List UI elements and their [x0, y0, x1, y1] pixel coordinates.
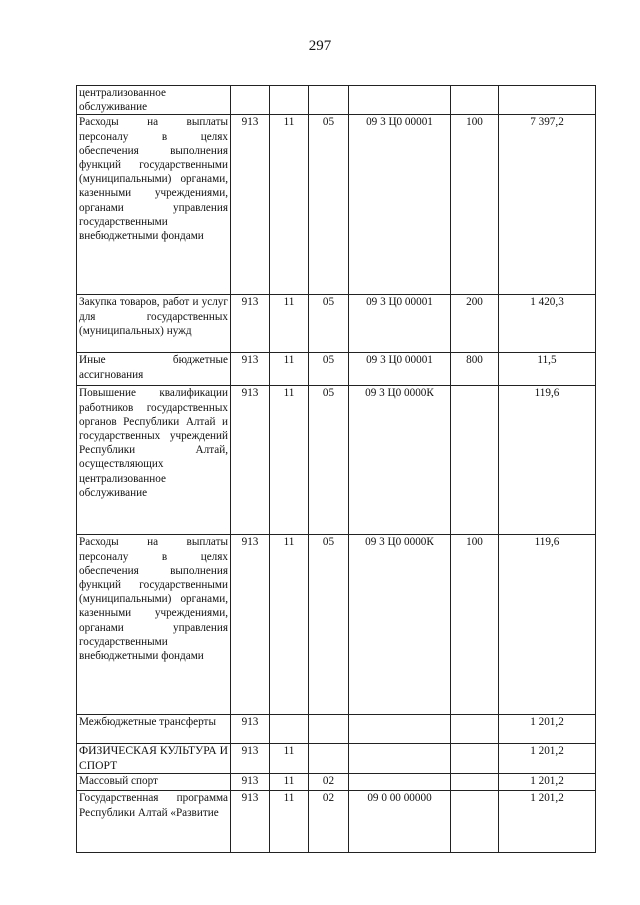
row-ved-code: 913 — [231, 715, 270, 744]
row-subsection-code: 05 — [309, 353, 349, 386]
row-ved-code — [231, 86, 270, 115]
row-subsection-code: 02 — [309, 774, 349, 791]
table-row — [77, 86, 596, 115]
row-subsection-code: 05 — [309, 535, 349, 715]
row-ved-code: 913 — [231, 115, 270, 295]
row-amount: 119,6 — [499, 535, 596, 715]
row-target-article: 09 3 Ц0 00001 — [349, 115, 451, 295]
table-row — [77, 115, 596, 295]
row-subsection-code — [309, 715, 349, 744]
row-target-article: 09 3 Ц0 00001 — [349, 353, 451, 386]
row-amount: 1 201,2 — [499, 774, 596, 791]
table-row — [77, 295, 596, 353]
row-ved-code: 913 — [231, 774, 270, 791]
row-target-article: 09 3 Ц0 0000К — [349, 386, 451, 535]
row-section-code: 11 — [270, 774, 309, 791]
table-row — [77, 791, 596, 853]
row-expense-type: 100 — [451, 535, 499, 715]
row-ved-code: 913 — [231, 535, 270, 715]
budget-table — [76, 85, 596, 853]
row-amount: 119,6 — [499, 386, 596, 535]
row-ved-code: 913 — [231, 295, 270, 353]
table-row — [77, 535, 596, 715]
row-amount: 1 420,3 — [499, 295, 596, 353]
row-expense-type: 200 — [451, 295, 499, 353]
row-target-article: 09 3 Ц0 0000К — [349, 535, 451, 715]
row-name: Межбюджетные трансферты — [77, 715, 231, 744]
table-row — [77, 715, 596, 744]
row-expense-type: 100 — [451, 115, 499, 295]
row-section-code — [270, 86, 309, 115]
row-section-code — [270, 715, 309, 744]
row-expense-type — [451, 744, 499, 774]
row-section-code: 11 — [270, 295, 309, 353]
row-subsection-code: 05 — [309, 115, 349, 295]
table-row — [77, 386, 596, 535]
row-target-article — [349, 86, 451, 115]
row-ved-code: 913 — [231, 386, 270, 535]
row-name: Государственная программа Республики Алтай «Развитие — [77, 791, 231, 853]
row-expense-type — [451, 774, 499, 791]
row-section-code: 11 — [270, 353, 309, 386]
row-amount — [499, 86, 596, 115]
row-expense-type — [451, 715, 499, 744]
row-name: Расходы на выплаты персоналу в целях обеспечения выполнения функций государственными (муниципальными) органами, казенными учреждениями, органами управления государственными внебюджетными фондами — [77, 115, 231, 295]
row-subsection-code: 05 — [309, 295, 349, 353]
row-section-code: 11 — [270, 535, 309, 715]
row-section-code: 11 — [270, 791, 309, 853]
row-target-article — [349, 774, 451, 791]
row-subsection-code: 05 — [309, 386, 349, 535]
row-amount: 1 201,2 — [499, 791, 596, 853]
row-expense-type — [451, 86, 499, 115]
row-section-code: 11 — [270, 744, 309, 774]
row-name: Закупка товаров, работ и услуг для государственных (муниципальных) нужд — [77, 295, 231, 353]
row-ved-code: 913 — [231, 791, 270, 853]
row-target-article — [349, 715, 451, 744]
row-expense-type — [451, 386, 499, 535]
row-ved-code: 913 — [231, 353, 270, 386]
row-name: Расходы на выплаты персоналу в целях обеспечения выполнения функций государственными (муниципальными) органами, казенными учреждениями, органами управления государственными внебюджетными фондами — [77, 535, 231, 715]
row-section-code: 11 — [270, 386, 309, 535]
row-amount: 1 201,2 — [499, 715, 596, 744]
row-name: Повышение квалификации работников государственных органов Республики Алтай и государственных учреждений Республики Алтай, осуществляющих централизованное обслуживание — [77, 386, 231, 535]
row-target-article — [349, 744, 451, 774]
table-row — [77, 744, 596, 774]
row-section-code: 11 — [270, 115, 309, 295]
row-ved-code: 913 — [231, 744, 270, 774]
row-target-article: 09 3 Ц0 00001 — [349, 295, 451, 353]
table-row — [77, 774, 596, 791]
row-subsection-code — [309, 744, 349, 774]
row-amount: 1 201,2 — [499, 744, 596, 774]
table-row — [77, 353, 596, 386]
row-name: централизованное обслуживание — [77, 86, 231, 115]
row-name: Иные бюджетные ассигнования — [77, 353, 231, 386]
row-amount: 11,5 — [499, 353, 596, 386]
row-expense-type: 800 — [451, 353, 499, 386]
row-subsection-code — [309, 86, 349, 115]
row-expense-type — [451, 791, 499, 853]
row-amount: 7 397,2 — [499, 115, 596, 295]
row-name: Массовый спорт — [77, 774, 231, 791]
row-subsection-code: 02 — [309, 791, 349, 853]
row-target-article: 09 0 00 00000 — [349, 791, 451, 853]
row-name: ФИЗИЧЕСКАЯ КУЛЬТУРА И СПОРТ — [77, 744, 231, 774]
page-number: 297 — [308, 38, 332, 54]
